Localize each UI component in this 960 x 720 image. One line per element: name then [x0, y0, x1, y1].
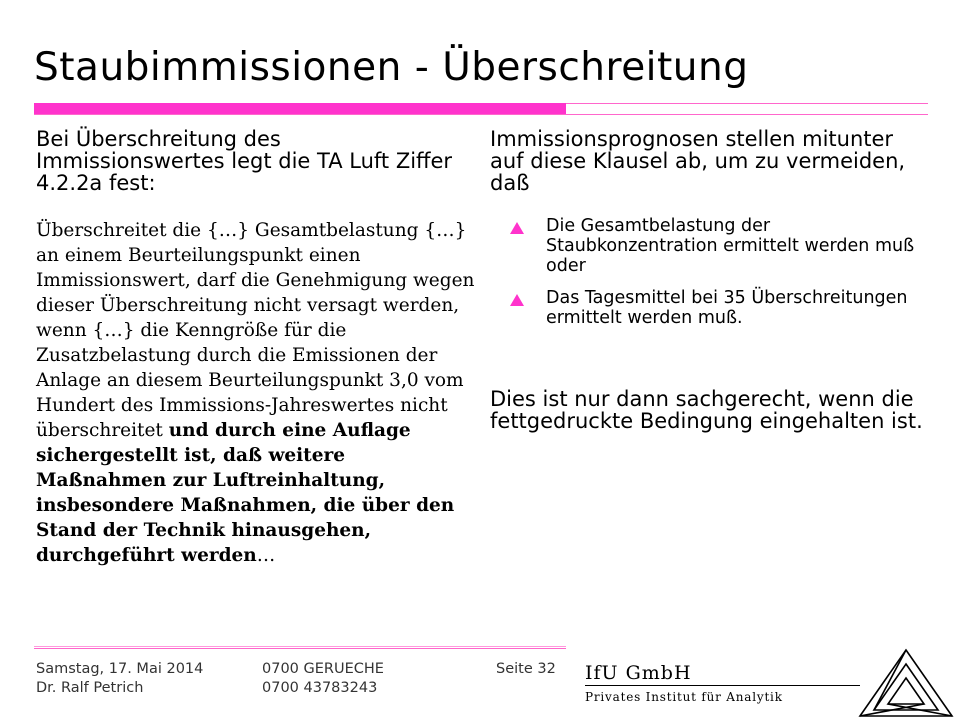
footer-page-number: Seite 32 [496, 661, 556, 677]
footer-rule [34, 648, 566, 649]
bullet-text: Die Gesamtbelastung der Staubkonzentration ermittelt werden muß oder [546, 216, 915, 276]
logo-rule [585, 685, 860, 686]
legal-quote-ellipsis: … [256, 545, 276, 566]
slide-title: Staubimmissionen - Überschreitung [34, 45, 749, 90]
footer-code-1: 0700 GERUECHE [262, 661, 384, 677]
list-item [510, 216, 930, 276]
left-intro: Bei Überschreitung des Immissionswertes legt die TA Luft Ziffer 4.2.2a fest: [36, 127, 453, 195]
bullet-text: Das Tagesmittel bei 35 Überschreitungen ermittelt werden muß. [546, 288, 908, 328]
title-rule-thin-bottom [34, 114, 928, 115]
footer-code-2: 0700 43783243 [262, 680, 378, 696]
triangle-bullet-icon [510, 294, 524, 306]
logo-subtitle: Privates Institut für Analytik [585, 690, 783, 704]
footer-author: Dr. Ralf Petrich [36, 680, 144, 696]
conclusion: Dies ist nur dann sachgerecht, wenn die fettgedruckte Bedingung eingehalten ist. [490, 387, 923, 433]
list-item [510, 288, 930, 328]
footer-date: Samstag, 17. Mai 2014 [36, 661, 204, 677]
footer-codes [262, 660, 384, 698]
bullet-list [510, 216, 930, 340]
legal-quote-bold: und durch eine Auflage sichergestellt ist, daß weitere Maßnahmen zur Luftreinhaltung, insbesondere Maßnahmen, die über den Stand der Technik hinausgehen, durchgeführt werden [36, 420, 455, 566]
footer-rule-upper [34, 646, 566, 647]
right-intro: Immissionsprognosen stellen mitunter auf diese Klausel ab, um zu vermeiden, daß [490, 127, 906, 195]
logo-name: IfU GmbH [585, 662, 692, 684]
legal-quote-normal: Überschreitet die {…} Gesamtbelastung {…} an einem Beurteilungspunkt einen Immissionswert, darf die Genehmigung wegen dieser Überschreitung nicht versagt werden, wenn {…} die Kenngröße für die Zusatzbelastung durch die Emissionen der Anlage an diesem Beurteilungspunkt 3,0 vom Hundert des Immissions-Jahreswertes nicht überschreitet [36, 220, 475, 441]
footer-date-author [36, 660, 203, 698]
legal-quote [36, 218, 476, 568]
triangle-bullet-icon [510, 222, 524, 234]
impossible-triangle-icon [856, 646, 956, 720]
